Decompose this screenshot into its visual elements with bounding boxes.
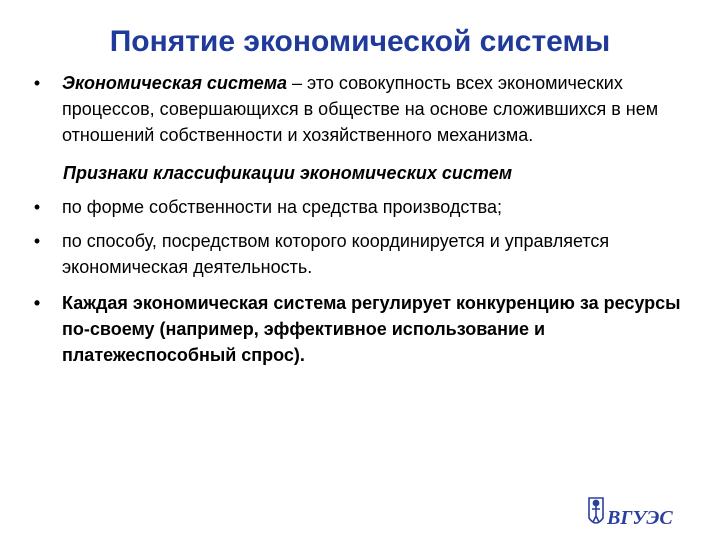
bullet-icon: • <box>33 197 41 217</box>
slide-content <box>30 70 695 368</box>
criterion-text: по способу, посредством которого координируется и управляется экономическая деятельность. <box>62 231 610 277</box>
definition-term: Экономическая система <box>62 73 288 93</box>
conclusion-text: Каждая экономическая система регулирует конкуренцию за ресурсы по-своему (например, эффективное использование и платежеспособный спрос). <box>62 293 681 365</box>
classification-subheading: Признаки классификации экономических систем <box>63 163 513 183</box>
bullet-definition <box>30 70 695 148</box>
bullet-criterion-coordination <box>30 228 695 280</box>
logo-emblem <box>589 498 603 523</box>
bullet-icon: • <box>33 293 41 313</box>
slide-title: Понятие экономической системы <box>109 25 611 58</box>
bullet-criterion-ownership <box>30 194 695 220</box>
criterion-text: по форме собственности на средства производства; <box>62 197 502 217</box>
bullet-icon: • <box>33 231 41 251</box>
university-logo-icon <box>583 494 683 534</box>
logo-wordmark: ВГУЭС <box>607 507 673 529</box>
bullet-conclusion <box>30 290 695 368</box>
bullet-icon: • <box>33 73 41 93</box>
definition-text: – это совокупность всех экономических процессов, совершающихся в обществе на основе сложившихся в нем отношений собственности и хозяйственного механизма. <box>62 73 659 145</box>
